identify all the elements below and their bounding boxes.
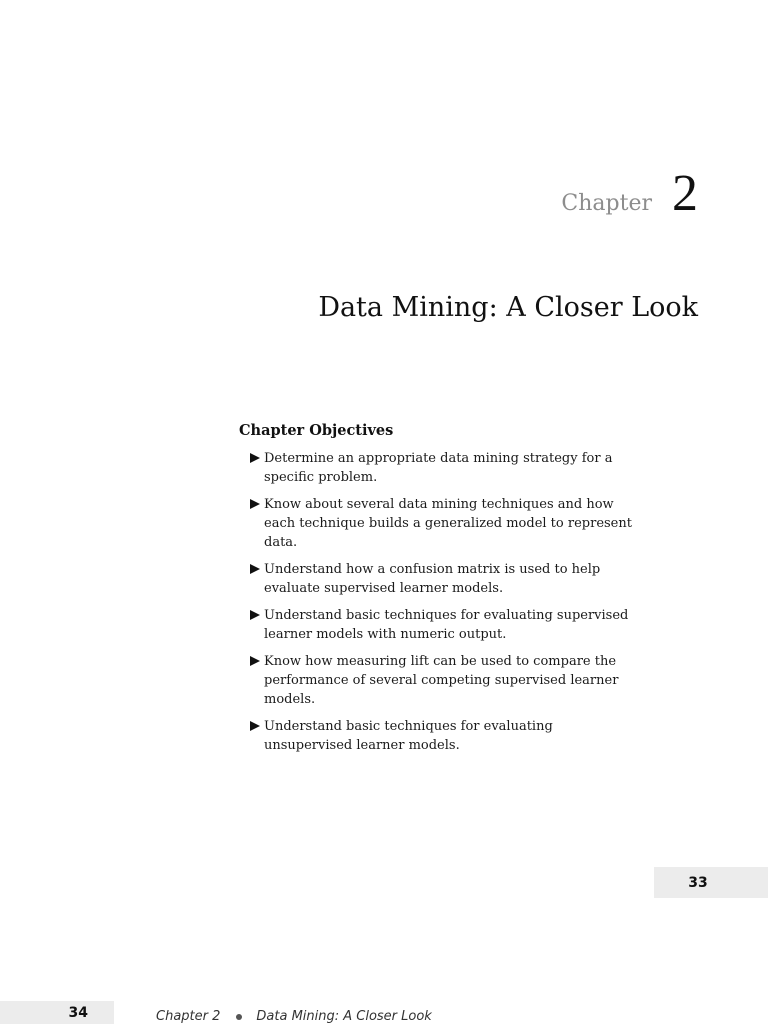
objective-item [250, 495, 659, 552]
running-header-title: Data Mining: A Closer Look [256, 1009, 432, 1024]
objective-list [239, 449, 659, 755]
chapter-label: Chapter [561, 191, 652, 216]
chapter-number: 2 [672, 165, 698, 222]
running-header-chapter: Chapter 2 [156, 1009, 221, 1024]
objective-text: Understand basic techniques for evaluating unsupervised learner models. [264, 719, 553, 753]
triangle-bullet-icon [250, 610, 260, 620]
page-number-34: 34 [0, 1001, 114, 1024]
triangle-bullet-icon [250, 656, 260, 666]
objective-item [250, 717, 659, 755]
running-header [156, 1009, 432, 1024]
page-number-33: 33 [654, 867, 768, 898]
chapter-heading [561, 165, 698, 222]
objectives-heading: Chapter Objectives [239, 422, 394, 439]
objective-text: Know about several data mining techniques and how each technique builds a generalized model to represent data. [264, 497, 632, 550]
chapter-objectives [239, 422, 659, 763]
objective-item [250, 606, 659, 644]
objective-text: Determine an appropriate data mining strategy for a specific problem. [264, 451, 613, 485]
triangle-bullet-icon [250, 499, 260, 509]
objective-item [250, 560, 659, 598]
chapter-title: Data Mining: A Closer Look [318, 292, 698, 323]
objective-item [250, 449, 659, 487]
triangle-bullet-icon [250, 564, 260, 574]
objective-text: Understand basic techniques for evaluating supervised learner models with numeric output. [264, 608, 629, 642]
objective-text: Know how measuring lift can be used to compare the performance of several competing supervised learner models. [264, 654, 619, 707]
triangle-bullet-icon [250, 721, 260, 731]
triangle-bullet-icon [250, 453, 260, 463]
objective-text: Understand how a confusion matrix is used to help evaluate supervised learner models. [264, 562, 601, 596]
objective-item [250, 652, 659, 709]
bullet-separator-icon [236, 1014, 242, 1020]
